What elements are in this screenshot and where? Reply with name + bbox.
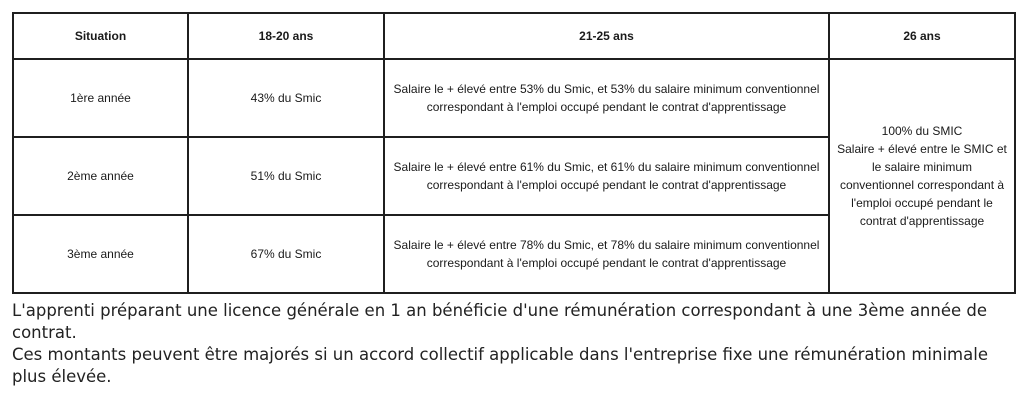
remuneration-table-container [12,12,1014,294]
row-situation: 3ème année [13,215,188,293]
age-26-cell [829,59,1015,293]
row-age-21-25: Salaire le + élevé entre 78% du Smic, et 78% du salaire minimum conventionnel correspondant à l'emploi occupé pendant le contrat d'apprentissage [384,215,829,293]
header-age-18-20: 18-20 ans [188,13,384,59]
row-age-21-25: Salaire le + élevé entre 61% du Smic, et 61% du salaire minimum conventionnel correspondant à l'emploi occupé pendant le contrat d'apprentissage [384,137,829,215]
row-age-18-20: 51% du Smic [188,137,384,215]
row-situation: 2ème année [13,137,188,215]
table-row [13,59,1015,137]
note-licence: L'apprenti préparant une licence générale en 1 an bénéficie d'une rémunération correspondant à une 3ème année de contrat. [12,301,988,342]
row-age-18-20: 43% du Smic [188,59,384,137]
remuneration-table [12,12,1016,294]
table-header-row [13,13,1015,59]
notes-section [12,300,1012,388]
age-26-line1: 100% du SMIC [881,124,963,138]
header-age-21-25: 21-25 ans [384,13,829,59]
header-situation: Situation [13,13,188,59]
row-situation: 1ère année [13,59,188,137]
row-age-18-20: 67% du Smic [188,215,384,293]
header-age-26: 26 ans [829,13,1015,59]
note-majoration: Ces montants peuvent être majorés si un accord collectif applicable dans l'entreprise fixe une rémunération minimale plus élevée. [12,345,988,386]
age-26-line2: Salaire + élevé entre le SMIC et le salaire minimum conventionnel correspondant à l'emploi occupé pendant le contrat d'apprentissage [837,142,1007,228]
row-age-21-25: Salaire le + élevé entre 53% du Smic, et 53% du salaire minimum conventionnel correspondant à l'emploi occupé pendant le contrat d'apprentissage [384,59,829,137]
